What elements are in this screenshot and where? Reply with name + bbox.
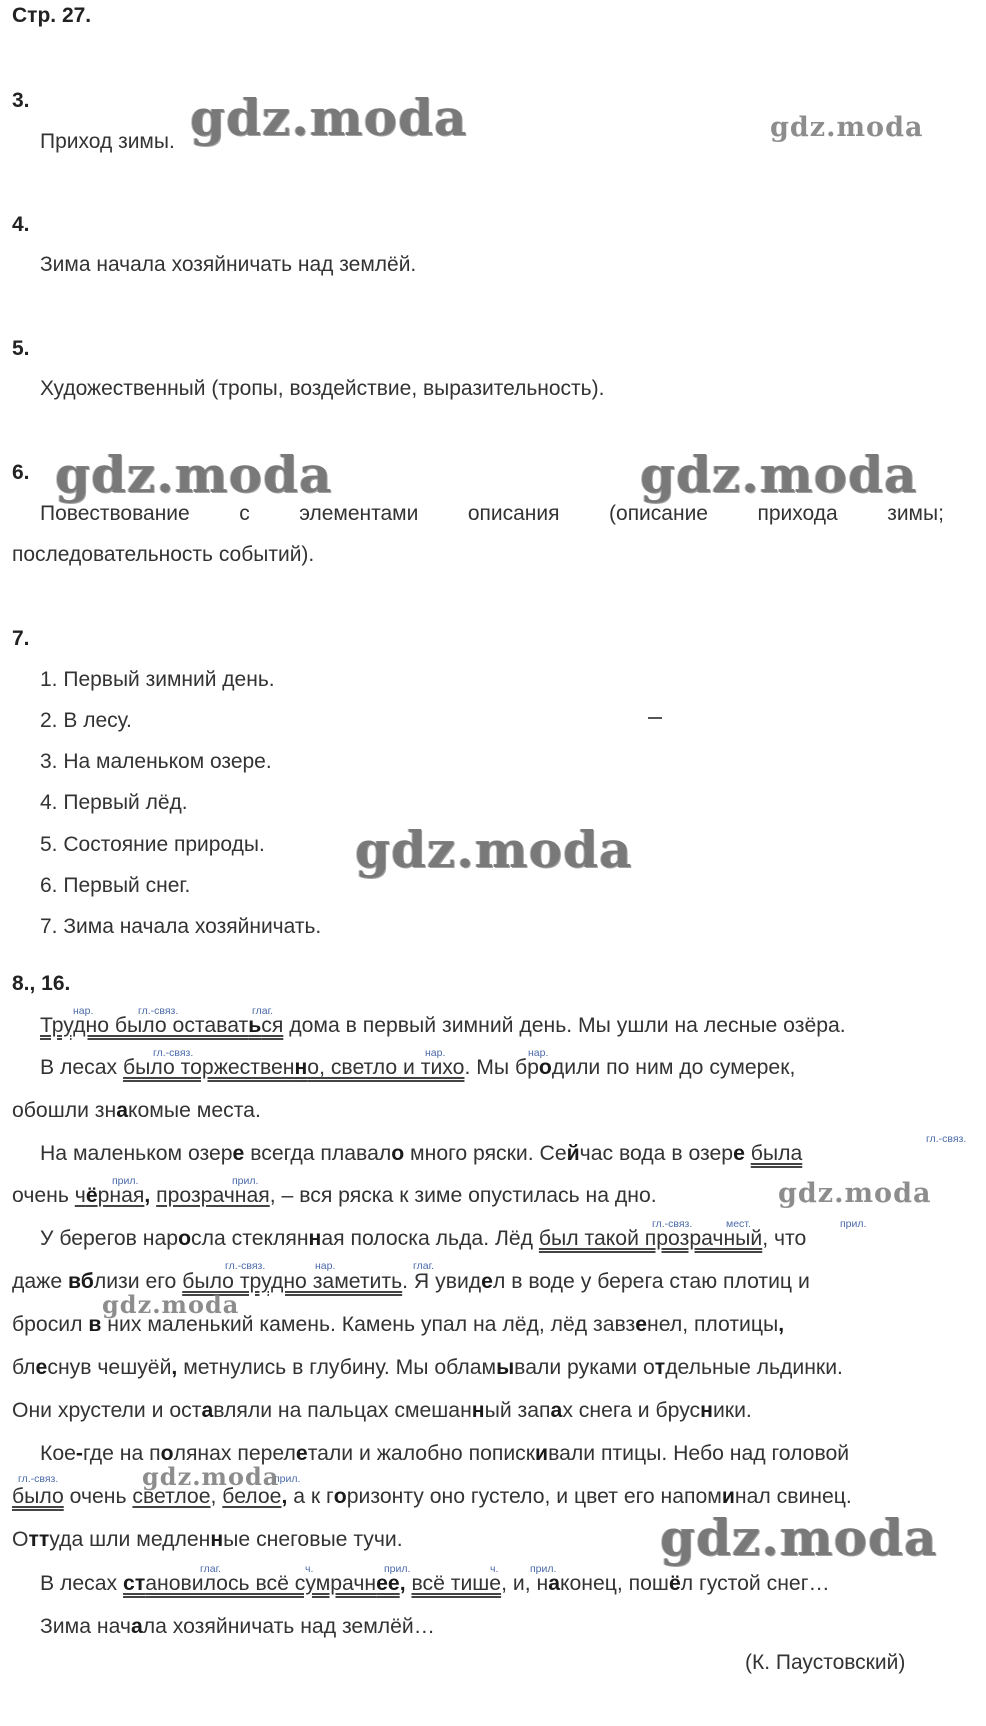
pos-annotation: прил. xyxy=(530,1563,557,1575)
task-8-number: 8., 16. xyxy=(12,972,71,995)
pos-annotation: нар. xyxy=(528,1047,549,1059)
pos-annotation: ч. xyxy=(490,1563,499,1575)
text-line: Кое-где на полянах перелетали и жалобно попискивали птицы. Небо над головой xyxy=(40,1442,850,1465)
text-line: Они хрустели и оставляли на пальцах смешанный запах снега и брусники. xyxy=(12,1399,752,1422)
word: описания xyxy=(467,502,560,525)
task-4-number: 4. xyxy=(12,213,30,236)
task-5-number: 5. xyxy=(12,337,30,360)
pos-annotation: глаг. xyxy=(252,1005,274,1017)
plan-item: 6. Первый снег. xyxy=(40,874,191,897)
pos-annotation: прил. xyxy=(384,1563,411,1575)
task-3-answer: Приход зимы. xyxy=(40,130,175,153)
watermark-logo-small: gdz.moda xyxy=(778,1178,932,1209)
text-line: даже вблизи его было трудно заметить. Я увидел в воде у берега стаю плотиц и xyxy=(12,1270,810,1293)
signature: (К. Паустовский) xyxy=(745,1651,906,1674)
text-line: обошли знакомые места. xyxy=(12,1099,261,1122)
text-line: бросил в них маленький камень. Камень упал на лёд, лёд завзенел, плотицы, xyxy=(12,1313,785,1336)
stray-mark xyxy=(648,717,662,719)
watermark-logo: gdz.moda xyxy=(355,820,633,879)
watermark-logo-small: gdz.moda xyxy=(102,1290,240,1319)
task-3-number: 3. xyxy=(12,89,30,112)
text-line: блеснув чешуёй, метнулись в глубину. Мы обламывали руками отдельные льдинки. xyxy=(12,1356,843,1379)
pos-annotation: мест. xyxy=(726,1218,751,1230)
watermark-logo-small: gdz.moda xyxy=(770,112,924,143)
word: Повествование xyxy=(40,502,190,525)
plan-item: 4. Первый лёд. xyxy=(40,791,188,814)
task-5-answer: Художественный (тропы, воздействие, выразительность). xyxy=(40,377,605,400)
pos-annotation: гл.-связ. xyxy=(652,1218,693,1230)
text-line: очень чёрная, прозрачная, – вся ряска к зиме опустилась на дно. xyxy=(12,1184,657,1207)
task-7-number: 7. xyxy=(12,627,30,650)
text-line: В лесах становилось всё сумрачнее, всё тише, и, наконец, пошёл густой снег… xyxy=(40,1572,830,1595)
pos-annotation: прил. xyxy=(232,1175,259,1187)
plan-item: 7. Зима начала хозяйничать. xyxy=(40,915,322,938)
word: элементами xyxy=(299,502,419,525)
task-4-answer: Зима начала хозяйничать над землёй. xyxy=(40,253,417,276)
word: прихода xyxy=(757,502,838,525)
pos-annotation: глаг. xyxy=(200,1563,222,1575)
text-line: было очень светлое, белое, а к горизонту оно густело, и цвет его напоминал свинец. xyxy=(12,1485,852,1508)
pos-annotation: прил. xyxy=(840,1218,867,1230)
text-line: Трудно было оставаться дома в первый зимний день. Мы ушли на лесные озёра. xyxy=(40,1014,846,1037)
watermark-logo: gdz.moda xyxy=(640,445,918,504)
pos-annotation: гл.-связ. xyxy=(153,1047,194,1059)
pos-annotation: гл.-связ. xyxy=(18,1473,59,1485)
watermark-logo: gdz.moda xyxy=(660,1508,938,1567)
text-line: На маленьком озере всегда плавало много ряски. Сейчас вода в озере была xyxy=(40,1142,803,1165)
text-line: У берегов наросла стеклянная полоска льда. Лёд был такой прозрачный, что xyxy=(40,1227,807,1250)
pos-annotation: глаг. xyxy=(413,1260,435,1272)
text-line: В лесах было торжественно, светло и тихо. Мы бродили по ним до сумерек, xyxy=(40,1056,796,1079)
pos-annotation: гл.-связ. xyxy=(138,1005,179,1017)
word: (описание xyxy=(609,502,708,525)
plan-item: 5. Состояние природы. xyxy=(40,833,265,856)
task-6-line-2: последовательность событий). xyxy=(12,543,315,566)
task-6-number: 6. xyxy=(12,461,30,484)
text-line: Оттуда шли медленные снеговые тучи. xyxy=(12,1528,403,1551)
plan-item: 1. Первый зимний день. xyxy=(40,668,275,691)
watermark-logo: gdz.moda xyxy=(55,445,333,504)
plan-item: 3. На маленьком озере. xyxy=(40,750,272,773)
pos-annotation: гл.-связ. xyxy=(225,1260,266,1272)
watermark-logo: gdz.moda xyxy=(190,88,468,147)
watermark-logo-small: gdz.moda xyxy=(142,1462,280,1491)
pos-annotation: прил. xyxy=(274,1473,301,1485)
word: зимы; xyxy=(887,502,944,525)
pos-annotation: нар. xyxy=(73,1005,94,1017)
pos-annotation: нар. xyxy=(425,1047,446,1059)
text-line: Зима начала хозяйничать над землёй… xyxy=(40,1615,435,1638)
pos-annotation: ч. xyxy=(305,1563,314,1575)
pos-annotation: нар. xyxy=(315,1260,336,1272)
word: с xyxy=(239,502,250,525)
pos-annotation: гл.-связ. xyxy=(926,1133,967,1145)
plan-item: 2. В лесу. xyxy=(40,709,132,732)
pos-annotation: прил. xyxy=(112,1175,139,1187)
task-6-line-1 xyxy=(40,502,944,526)
page-label: Стр. 27. xyxy=(12,4,92,27)
